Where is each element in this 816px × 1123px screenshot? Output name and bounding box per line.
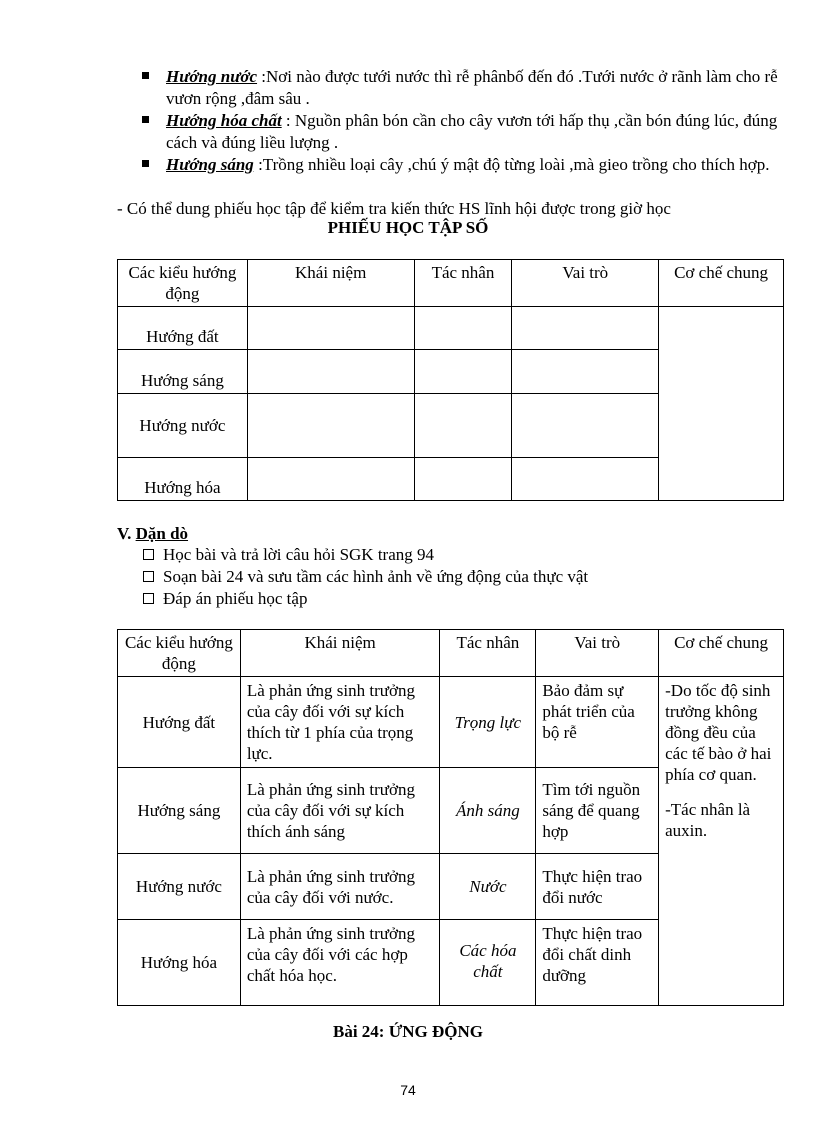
blank-cell bbox=[247, 350, 414, 394]
agent-cell: Nước bbox=[440, 854, 536, 920]
table-header-row bbox=[118, 630, 784, 677]
list-item-term: Hướng hóa chất bbox=[166, 111, 282, 130]
header-concept: Khái niệm bbox=[247, 260, 414, 307]
list-item bbox=[141, 544, 588, 566]
list-item-text: : Nguồn phân bón cần cho cây vươn tới hấp thụ ,cần bón đúng lúc, đúng cách và đúng liều lượng . bbox=[166, 111, 778, 152]
header-concept: Khái niệm bbox=[240, 630, 440, 677]
list-item bbox=[141, 566, 588, 588]
row-label: Hướng nước bbox=[118, 854, 241, 920]
row-label: Hướng đất bbox=[118, 307, 248, 350]
list-item bbox=[141, 588, 588, 610]
list-item bbox=[140, 66, 780, 110]
agent-cell: Các hóa chất bbox=[440, 920, 536, 1006]
agent-cell: Ánh sáng bbox=[440, 768, 536, 854]
agent-cell: Trọng lực bbox=[440, 677, 536, 768]
list-item-text: Học bài và trả lời câu hỏi SGK trang 94 bbox=[163, 545, 435, 564]
list-item-term: Hướng nước bbox=[166, 67, 258, 86]
section-heading bbox=[117, 524, 188, 544]
list-item-text: Soạn bài 24 và sưu tầm các hình ảnh về ứng động của thực vật bbox=[163, 567, 589, 586]
row-label: Hướng hóa bbox=[118, 920, 241, 1006]
blank-cell bbox=[247, 394, 414, 458]
concept-cell: Là phản ứng sinh trưởng của cây đối với nước. bbox=[240, 854, 440, 920]
row-label: Hướng sáng bbox=[118, 350, 248, 394]
blank-cell bbox=[512, 307, 659, 350]
worksheet-note: - Có thể dung phiếu học tập để kiểm tra kiến thức HS lĩnh hội được trong giờ học bbox=[117, 199, 671, 218]
mechanism-text: -Tác nhân là auxin. bbox=[665, 800, 751, 840]
blank-cell bbox=[414, 350, 512, 394]
bullet-square-icon bbox=[142, 72, 149, 79]
list-item bbox=[140, 110, 780, 154]
table-header-row bbox=[118, 260, 784, 307]
tropism-application-list bbox=[140, 66, 780, 176]
blank-cell bbox=[414, 394, 512, 458]
list-item bbox=[140, 154, 780, 176]
mechanism-text: -Do tốc độ sinh trưởng không đồng đều của các tế bào ở hai phía cơ quan. bbox=[665, 681, 772, 784]
worksheet-title: PHIẾU HỌC TẬP SỐ bbox=[327, 218, 489, 237]
header-role: Vai trò bbox=[512, 260, 659, 307]
blank-mechanism-cell bbox=[659, 307, 784, 501]
mechanism-cell bbox=[659, 677, 784, 1006]
blank-cell bbox=[414, 458, 512, 501]
section-title: Dặn dò bbox=[135, 524, 189, 543]
row-label: Hướng nước bbox=[118, 394, 248, 458]
concept-cell: Là phản ứng sinh trưởng của cây đối với các hợp chất hóa học. bbox=[240, 920, 440, 1006]
header-types: Các kiểu hướng động bbox=[118, 260, 248, 307]
bullet-square-icon bbox=[142, 116, 149, 123]
table-row bbox=[118, 307, 784, 350]
list-item-text: Đáp án phiếu học tập bbox=[163, 589, 308, 608]
checkbox-icon bbox=[143, 571, 154, 582]
worksheet-table bbox=[117, 259, 784, 501]
answer-table bbox=[117, 629, 784, 1006]
row-label: Hướng đất bbox=[118, 677, 241, 768]
page-number: 74 bbox=[400, 1082, 416, 1098]
blank-cell bbox=[247, 458, 414, 501]
header-agent: Tác nhân bbox=[440, 630, 536, 677]
header-mechanism: Cơ chế chung bbox=[659, 630, 784, 677]
row-label: Hướng hóa bbox=[118, 458, 248, 501]
blank-cell bbox=[247, 307, 414, 350]
blank-cell bbox=[512, 350, 659, 394]
row-label: Hướng sáng bbox=[118, 768, 241, 854]
checkbox-icon bbox=[143, 549, 154, 560]
role-cell: Thực hiện trao đổi chất dinh dưỡng bbox=[536, 920, 659, 1006]
role-cell: Thực hiện trao đổi nước bbox=[536, 854, 659, 920]
header-types: Các kiểu hướng động bbox=[118, 630, 241, 677]
role-cell: Bảo đảm sự phát triển của bộ rễ bbox=[536, 677, 659, 768]
list-item-text: :Trồng nhiều loại cây ,chú ý mật độ từng loài ,mà gieo trồng cho thích hợp. bbox=[253, 155, 770, 174]
checkbox-icon bbox=[143, 593, 154, 604]
role-cell: Tìm tới nguồn sáng để quang hợp bbox=[536, 768, 659, 854]
blank-cell bbox=[512, 458, 659, 501]
homework-checklist bbox=[141, 544, 588, 610]
bullet-square-icon bbox=[142, 160, 149, 167]
header-role: Vai trò bbox=[536, 630, 659, 677]
table-row bbox=[118, 677, 784, 768]
section-number: V. bbox=[117, 524, 132, 543]
concept-cell: Là phản ứng sinh trưởng của cây đối với sự kích thích ánh sáng bbox=[240, 768, 440, 854]
list-item-term: Hướng sáng bbox=[166, 155, 254, 174]
blank-cell bbox=[414, 307, 512, 350]
lesson-title: Bài 24: ỨNG ĐỘNG bbox=[332, 1022, 483, 1041]
header-agent: Tác nhân bbox=[414, 260, 512, 307]
header-mechanism: Cơ chế chung bbox=[659, 260, 784, 307]
concept-cell: Là phản ứng sinh trưởng của cây đối với sự kích thích từ 1 phía của trọng lực. bbox=[240, 677, 440, 768]
blank-cell bbox=[512, 394, 659, 458]
list-item-text: :Nơi nào được tưới nước thì rễ phânbố đến đó .Tưới nước ở rãnh làm cho rễ vươn rộng ,đâm sâu . bbox=[166, 67, 778, 108]
